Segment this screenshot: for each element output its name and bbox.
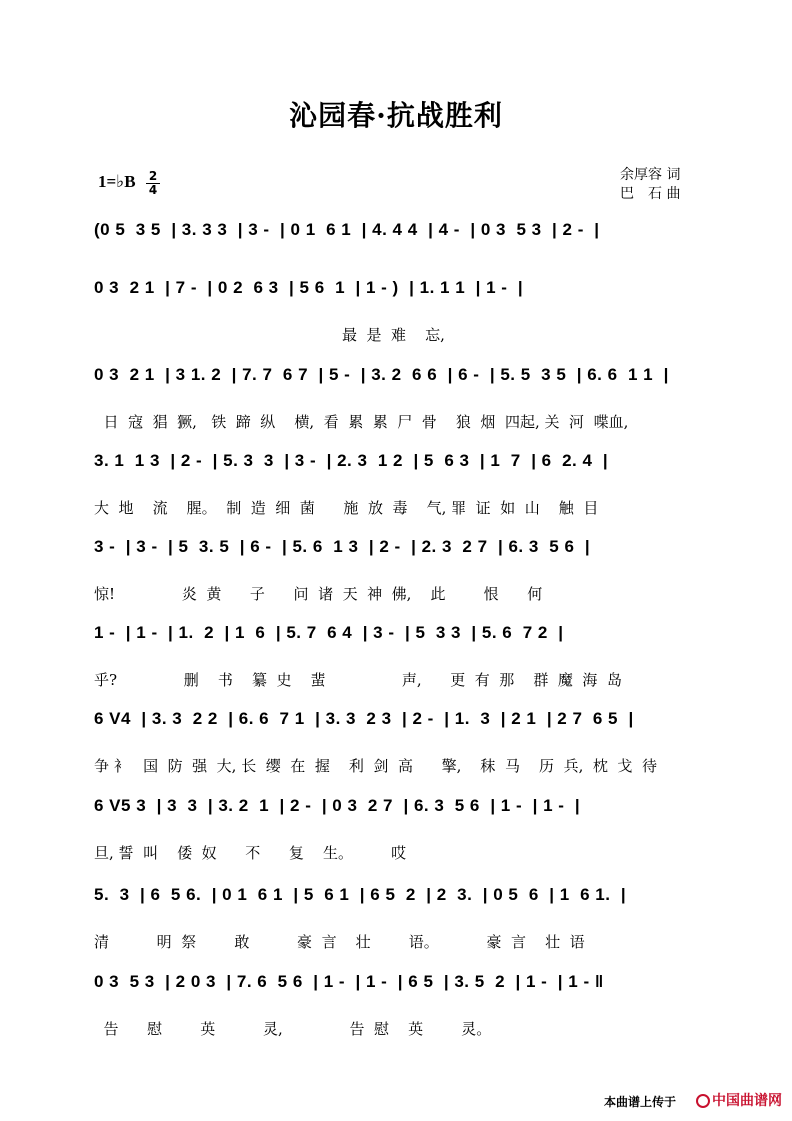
composer-credit: 巴 石 曲 <box>620 186 681 202</box>
upload-notice: 本曲谱上传于 <box>604 1095 677 1109</box>
lyrics-line: 乎? 删 书 纂 史 蜚 声, 更 有 那 群 魔 海 岛 <box>94 671 622 689</box>
notation-line: (0 5 3 5 | 3. 3 3 | 3 - | 0 1 6 1 | 4. 4 4 | 4 - | 0 3 5 3 | 2 - | <box>94 220 600 239</box>
notation-line: 3. 1 1 3 | 2 - | 5. 3 3 | 3 - | 2. 3 1 2 | 5 6 3 | 1 7 | 6 2. 4 | <box>94 451 609 470</box>
notation-line: 0 3 2 1 | 7 - | 0 2 6 3 | 5 6 1 | 1 - ) | 1. 1 1 | 1 - | <box>94 278 524 297</box>
time-signature-denominator: 4 <box>148 183 158 197</box>
lyrics-line: 告 慰 英 灵, 告 慰 英 灵。 <box>94 1020 492 1038</box>
page-title: 沁园春·抗战胜利 <box>289 99 503 132</box>
key-signature: 1=♭B <box>98 172 136 191</box>
credits <box>620 166 680 204</box>
lyricist-credit: 余厚容 词 <box>620 167 681 183</box>
notation-line: 0 3 2 1 | 3 1. 2 | 7. 7 6 7 | 5 - | 3. 2 6 6 | 6 - | 5. 5 3 5 | 6. 6 1 1 | <box>94 365 669 384</box>
time-signature-numerator: 2 <box>148 169 158 183</box>
lyrics-line: 日 寇 猖 獗, 铁 蹄 纵 横, 看 累 累 尸 骨 狼 烟 四起, 关 河 喋血, <box>94 413 629 431</box>
lyrics-line: 惊! 炎 黄 子 问 诸 天 神 佛, 此 恨 何 <box>94 585 543 603</box>
notation-line: 6 V5 3 | 3 3 | 3. 2 1 | 2 - | 0 3 2 7 | 6. 3 5 6 | 1 - | 1 - | <box>94 796 581 815</box>
site-logo[interactable] <box>696 1090 782 1110</box>
lyrics-line: 旦, 誓 叫 倭 奴 不 复 生。 哎 <box>94 844 407 862</box>
lyrics-line: 争 衤 国 防 强 大, 长 缨 在 握 利 剑 高 擎, 秣 马 历 兵, 枕 戈 待 <box>94 757 657 775</box>
notation-line: 0 3 5 3 | 2 0 3 | 7. 6 5 6 | 1 - | 1 - | 6 5 | 3. 5 2 | 1 - | 1 - ‖ <box>94 972 604 991</box>
lyrics-line: 清 明 祭 敢 豪 言 壮 语。 豪 言 壮 语 <box>94 933 585 951</box>
notation-line: 3 - | 3 - | 5 3. 5 | 6 - | 5. 6 1 3 | 2 - | 2. 3 2 7 | 6. 3 5 6 | <box>94 537 591 556</box>
lyrics-line: 大 地 流 腥。 制 造 细 菌 施 放 毒 气, 罪 证 如 山 触 目 <box>94 499 599 517</box>
notation-line: 1 - | 1 - | 1. 2 | 1 6 | 5. 7 6 4 | 3 - | 5 3 3 | 5. 6 7 2 | <box>94 623 564 642</box>
notation-line: 5. 3 | 6 5 6. | 0 1 6 1 | 5 6 1 | 6 5 2 | 2 3. | 0 5 6 | 1 6 1. | <box>94 885 627 904</box>
lyrics-line: 最 是 难 忘, <box>94 326 445 344</box>
notation-line: 6 V4 | 3. 3 2 2 | 6. 6 7 1 | 3. 3 2 3 | 2 - | 1. 3 | 2 1 | 2 7 6 5 | <box>94 709 634 728</box>
time-signature <box>146 171 160 196</box>
site-name: 中国曲谱网 <box>712 1093 782 1109</box>
site-logo-icon <box>696 1094 710 1108</box>
